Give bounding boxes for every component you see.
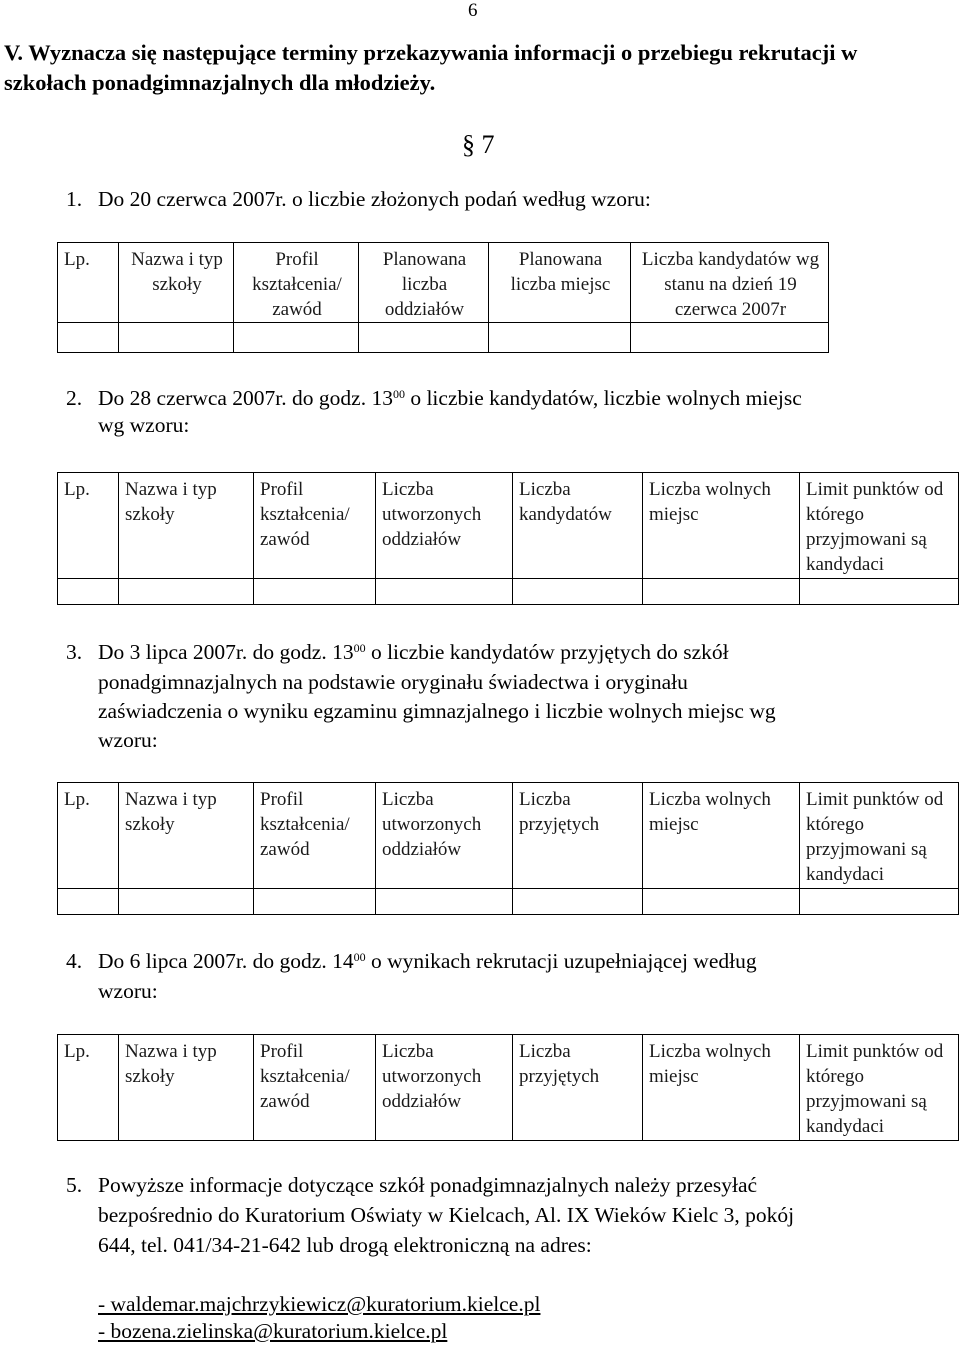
item-text: Do 6 lipca 2007r. do godz. $14^{00}$ o wynikach rekrutacji uzupełniającej według xyxy=(98,949,757,973)
item-text-line2: ponadgimnazjalnych na podstawie oryginału świadectwa i oryginału xyxy=(98,670,688,694)
header-cell: Limit punktów od którego przyjmowani są kandydaci xyxy=(800,473,959,579)
header-cell: Liczba utworzonych oddziałów xyxy=(376,1035,513,1141)
header-cell: Lp. xyxy=(58,783,119,889)
item-text: Do 3 lipca 2007r. do godz. $13^{00}$ o liczbie kandydatów przyjętych do szkół xyxy=(98,640,729,664)
email-link-bozena[interactable]: - bozena.zielinska@kuratorium.kielce.pl xyxy=(98,1319,448,1343)
header-cell: Liczba wolnych miejsc xyxy=(643,783,800,889)
header-cell: Nazwa i typ szkoły xyxy=(119,783,254,889)
header-cell: Limit punktów od którego przyjmowani są kandydaci xyxy=(800,783,959,889)
header-cell: Liczba utworzonych oddziałów xyxy=(376,473,513,579)
item-text-line2: bezpośrednio do Kuratorium Oświaty w Kielcach, Al. IX Wieków Kielc 3, pokój xyxy=(98,1203,795,1227)
header-cell: Profil kształcenia/ zawód xyxy=(254,783,376,889)
item-text-line3: zaświadczenia o wyniku egzaminu gimnazjalnego i liczbie wolnych miejsc wg xyxy=(98,699,776,723)
header-cell: Planowana liczba miejsc xyxy=(489,243,631,323)
item-number: 1. xyxy=(66,187,83,211)
table-header-row xyxy=(58,783,959,889)
header-cell: Liczba kandydatów xyxy=(513,473,643,579)
header-cell: Profil kształcenia/ zawód xyxy=(254,1035,376,1141)
header-cell: Lp. xyxy=(58,243,119,323)
header-cell: Nazwa i typ szkoły xyxy=(119,243,234,323)
item-number: 3. xyxy=(66,640,83,664)
table-submissions xyxy=(57,242,829,353)
section-heading: V. Wyznacza się następujące terminy przekazywania informacji o przebiegu rekrutacji w szkołach ponadgimnazjalnych dla młodzieży. xyxy=(4,40,858,95)
paragraph-number: § 7 xyxy=(462,130,495,159)
header-cell: Lp. xyxy=(58,1035,119,1141)
item-text: Do 28 czerwca 2007r. do godz. $13^{00}$ o liczbie kandydatów, liczbie wolnych miejsc xyxy=(98,386,802,410)
header-cell: Liczba wolnych miejsc xyxy=(643,473,800,579)
email-link-waldemar[interactable]: - waldemar.majchrzykiewicz@kuratorium.kielce.pl xyxy=(98,1292,541,1316)
header-cell: Nazwa i typ szkoły xyxy=(119,1035,254,1141)
table-row xyxy=(58,889,959,915)
page-number: 6 xyxy=(468,0,478,21)
header-cell: Limit punktów od którego przyjmowani są kandydaci xyxy=(800,1035,959,1141)
table-admitted xyxy=(57,782,959,915)
header-cell: Planowana liczba oddziałów xyxy=(359,243,489,323)
table-header-row xyxy=(58,473,959,579)
table-supplementary xyxy=(57,1034,959,1141)
header-cell: Profil kształcenia/ zawód xyxy=(234,243,359,323)
item-text: Do 20 czerwca 2007r. o liczbie złożonych podań według wzoru: xyxy=(98,187,651,211)
header-cell: Liczba utworzonych oddziałów xyxy=(376,783,513,889)
item-text: Powyższe informacje dotyczące szkół ponadgimnazjalnych należy przesyłać xyxy=(98,1173,758,1197)
table-header-row xyxy=(58,1035,959,1141)
item-text-line3: 644, tel. 041/34-21-642 lub drogą elektroniczną na adres: xyxy=(98,1233,592,1257)
table-row xyxy=(58,579,959,605)
table-header-row xyxy=(58,243,829,323)
item-number: 4. xyxy=(66,949,83,973)
header-cell: Liczba kandydatów wg stanu na dzień 19 czerwca 2007r xyxy=(631,243,829,323)
header-cell: Nazwa i typ szkoły xyxy=(119,473,254,579)
table-candidates xyxy=(57,472,959,605)
item-number: 2. xyxy=(66,386,83,410)
header-cell: Liczba przyjętych xyxy=(513,1035,643,1141)
item-text-line4: wzoru: xyxy=(98,728,158,752)
header-cell: Liczba wolnych miejsc xyxy=(643,1035,800,1141)
item-text-line2: wg wzoru: xyxy=(98,413,190,437)
item-number: 5. xyxy=(66,1173,83,1197)
header-cell: Liczba przyjętych xyxy=(513,783,643,889)
header-cell: Lp. xyxy=(58,473,119,579)
item-text-line2: wzoru: xyxy=(98,979,158,1003)
header-cell: Profil kształcenia/ zawód xyxy=(254,473,376,579)
table-row xyxy=(58,323,829,353)
